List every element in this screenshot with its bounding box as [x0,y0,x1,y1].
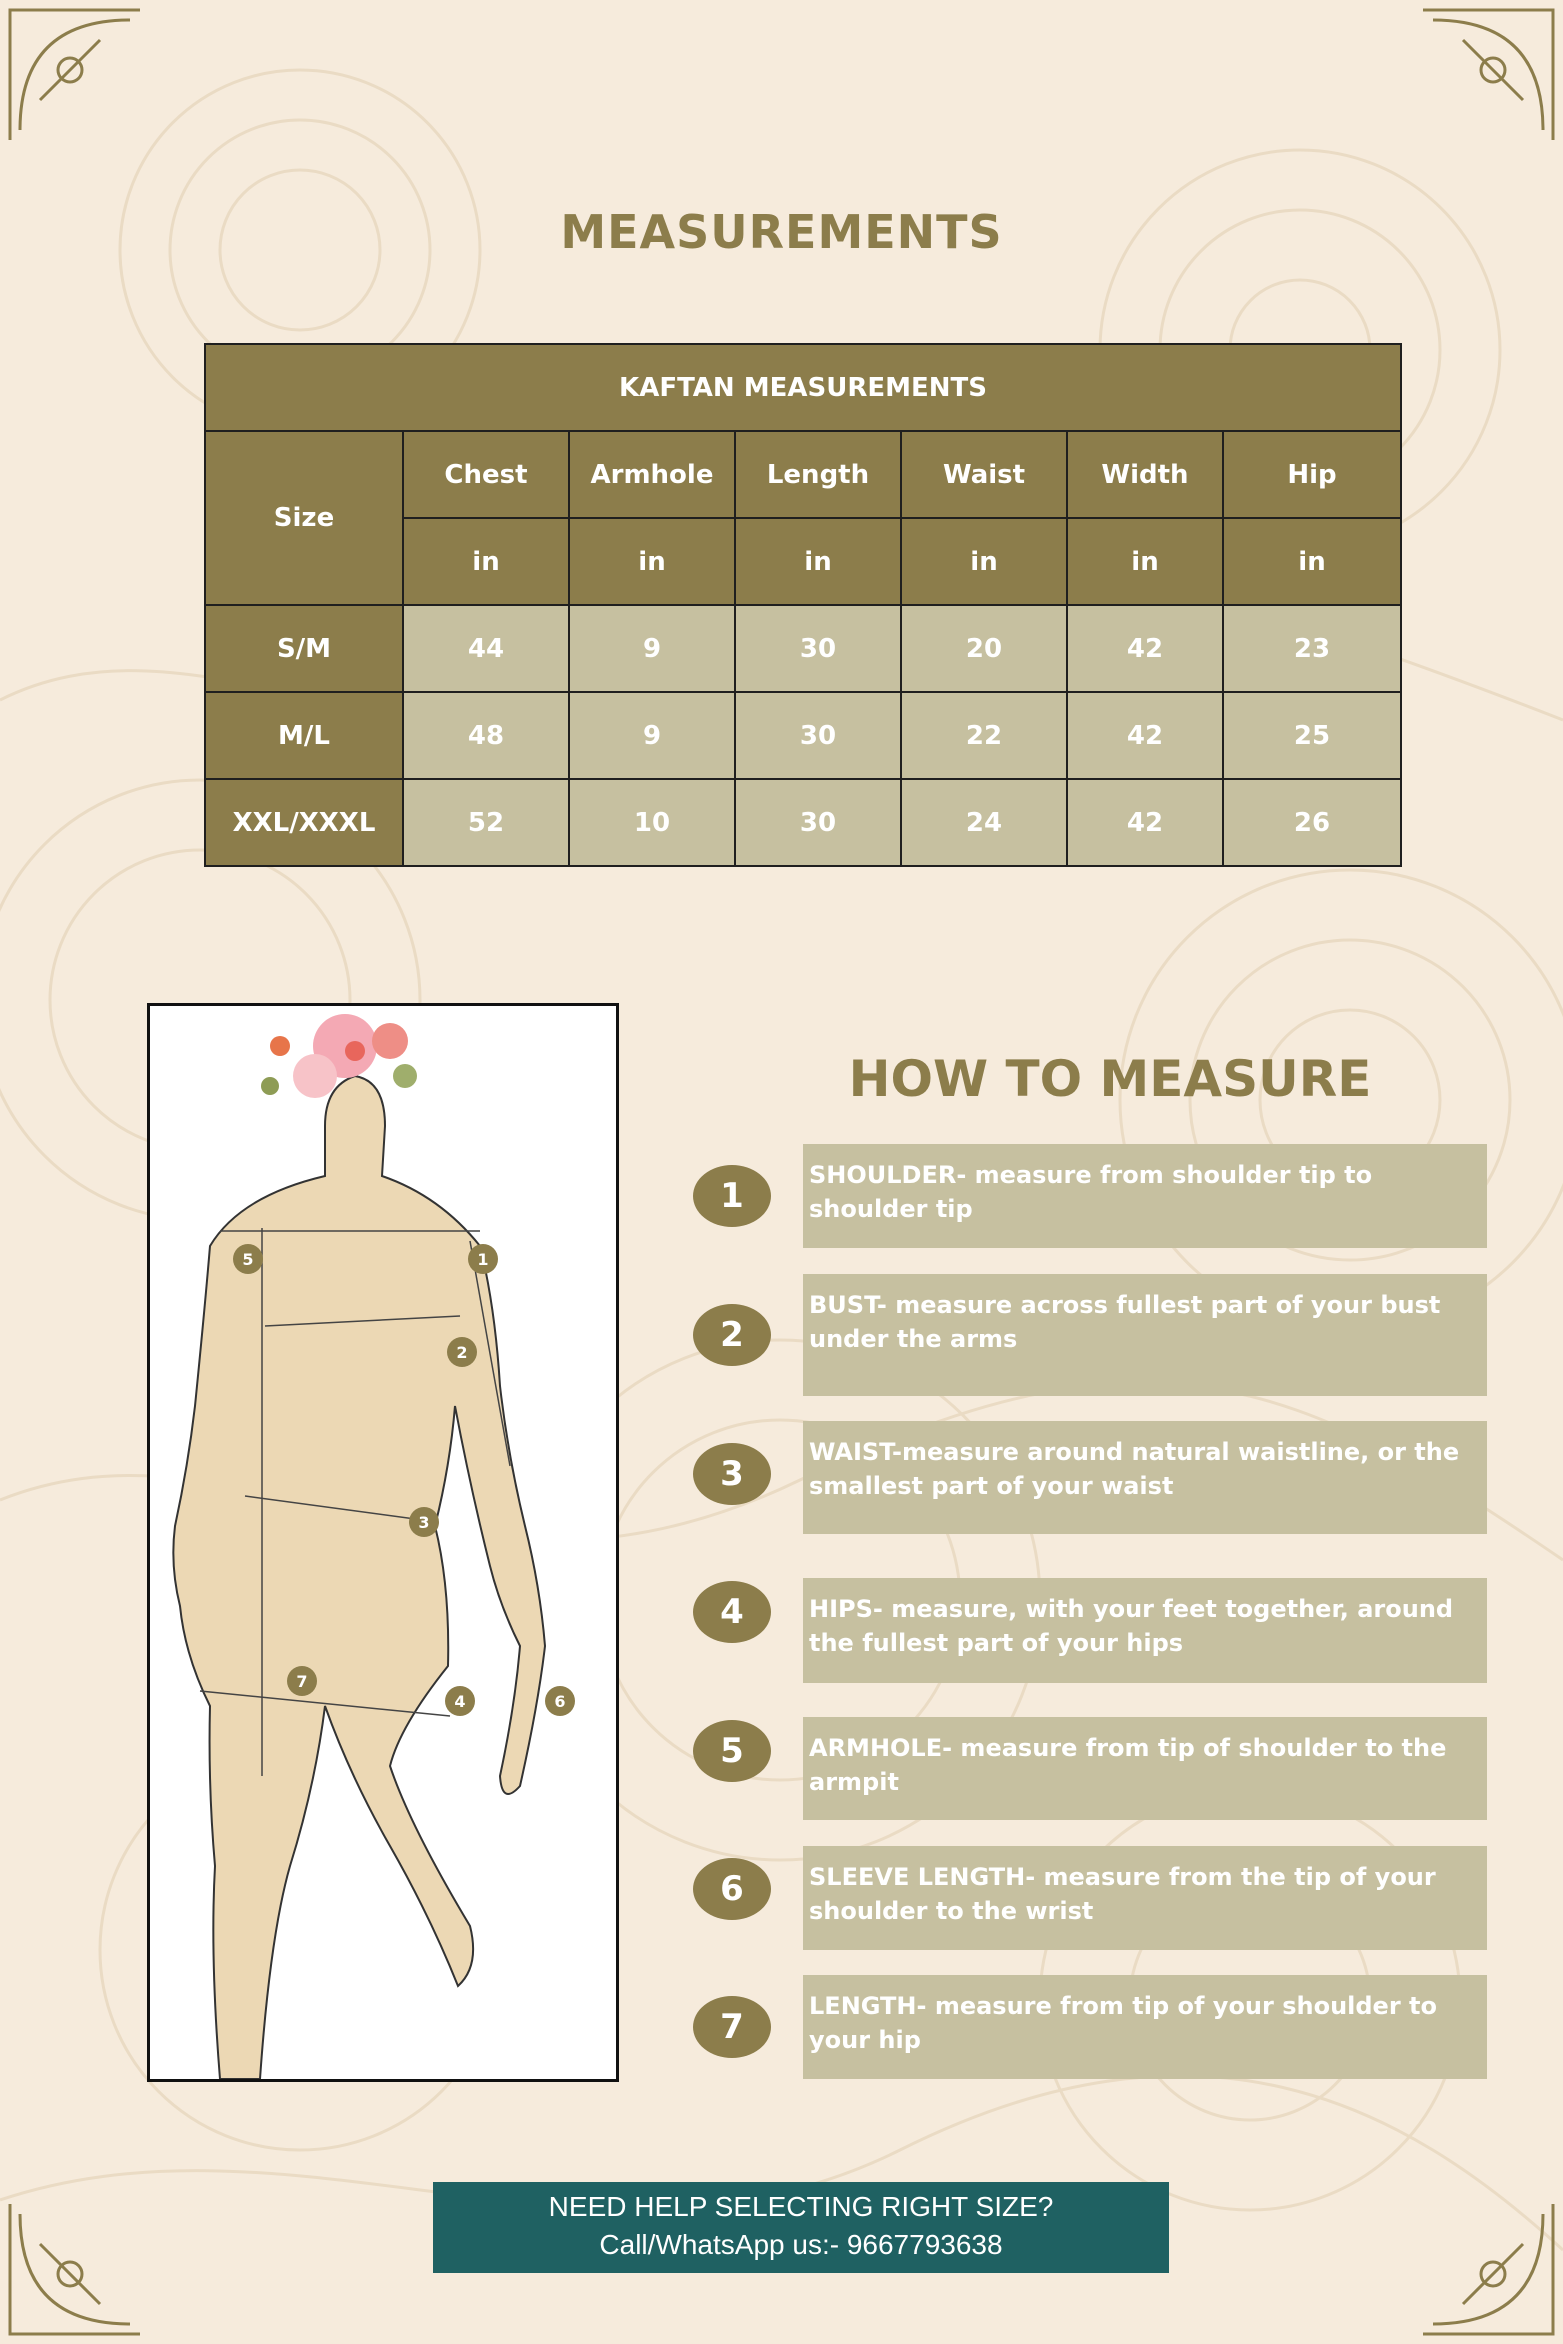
figure-marker [287,1666,317,1696]
table-cell: 26 [1223,779,1401,866]
table-cell: 30 [735,692,901,779]
figure-marker [445,1686,475,1716]
page-title: MEASUREMENTS [560,205,1003,259]
column-header: Chest [403,431,569,518]
corner-ornament-bottom-left [0,2194,150,2344]
how-to-measure-title: HOW TO MEASURE [848,1050,1372,1108]
body-figure-illustration [147,1003,619,2082]
svg-text:3: 3 [418,1513,430,1532]
step-description: SLEEVE LENGTH- measure from the tip of your shoulder to the wrist [803,1846,1487,1950]
step-description: WAIST-measure around natural waistline, or the smallest part of your waist [803,1421,1487,1534]
size-label: M/L [205,692,403,779]
unit-header: in [569,518,735,605]
step-number-badge: 5 [693,1720,771,1782]
figure-marker [545,1686,575,1716]
step-number-badge: 7 [693,1996,771,2058]
help-line-question: NEED HELP SELECTING RIGHT SIZE? [548,2191,1054,2222]
step-description: ARMHOLE- measure from tip of shoulder to the armpit [803,1717,1487,1820]
unit-header: in [901,518,1067,605]
table-row [205,779,1401,866]
corner-ornament-bottom-right [1413,2194,1563,2344]
step-number-badge: 4 [693,1581,771,1643]
unit-header: in [403,518,569,605]
table-cell: 42 [1067,779,1223,866]
table-row [205,605,1401,692]
table-cell: 48 [403,692,569,779]
table-cell: 42 [1067,692,1223,779]
step-description: LENGTH- measure from tip of your shoulder to your hip [803,1975,1487,2079]
svg-text:7: 7 [296,1672,308,1691]
step-number-badge: 2 [693,1304,771,1366]
step-number-badge: 6 [693,1858,771,1920]
size-label: XXL/XXXL [205,779,403,866]
step-description: SHOULDER- measure from shoulder tip to shoulder tip [803,1144,1487,1248]
table-cell: 30 [735,605,901,692]
table-cell: 52 [403,779,569,866]
column-header: Length [735,431,901,518]
table-cell: 10 [569,779,735,866]
corner-ornament-top-right [1413,0,1563,150]
table-cell: 25 [1223,692,1401,779]
column-header: Hip [1223,431,1401,518]
unit-header: in [735,518,901,605]
table-cell: 9 [569,692,735,779]
corner-ornament-top-left [0,0,150,150]
help-banner [433,2182,1169,2273]
figure-marker [468,1244,498,1274]
svg-text:6: 6 [554,1692,566,1711]
table-cell: 30 [735,779,901,866]
svg-text:2: 2 [456,1343,468,1362]
column-header: Width [1067,431,1223,518]
size-header: Size [205,431,403,605]
table-cell: 22 [901,692,1067,779]
svg-text:5: 5 [242,1250,254,1269]
measurement-table [204,343,1402,867]
step-number-badge: 3 [693,1443,771,1505]
table-cell: 44 [403,605,569,692]
table-cell: 23 [1223,605,1401,692]
step-description: HIPS- measure, with your feet together, around the fullest part of your hips [803,1578,1487,1683]
unit-header: in [1223,518,1401,605]
help-line-contact[interactable]: Call/WhatsApp us:- 9667793638 [599,2229,1003,2260]
svg-text:4: 4 [454,1692,466,1711]
step-description: BUST- measure across fullest part of your bust under the arms [803,1274,1487,1396]
table-cell: 42 [1067,605,1223,692]
table-cell: 20 [901,605,1067,692]
column-header: Armhole [569,431,735,518]
body-figure-svg [150,1006,616,2079]
step-number-badge: 1 [693,1165,771,1227]
table-cell: 9 [569,605,735,692]
figure-marker [409,1507,439,1537]
table-caption: KAFTAN MEASUREMENTS [205,344,1401,431]
table-cell: 24 [901,779,1067,866]
column-header: Waist [901,431,1067,518]
table-row [205,692,1401,779]
size-label: S/M [205,605,403,692]
figure-marker [447,1337,477,1367]
figure-marker [233,1244,263,1274]
unit-header: in [1067,518,1223,605]
svg-text:1: 1 [477,1250,489,1269]
